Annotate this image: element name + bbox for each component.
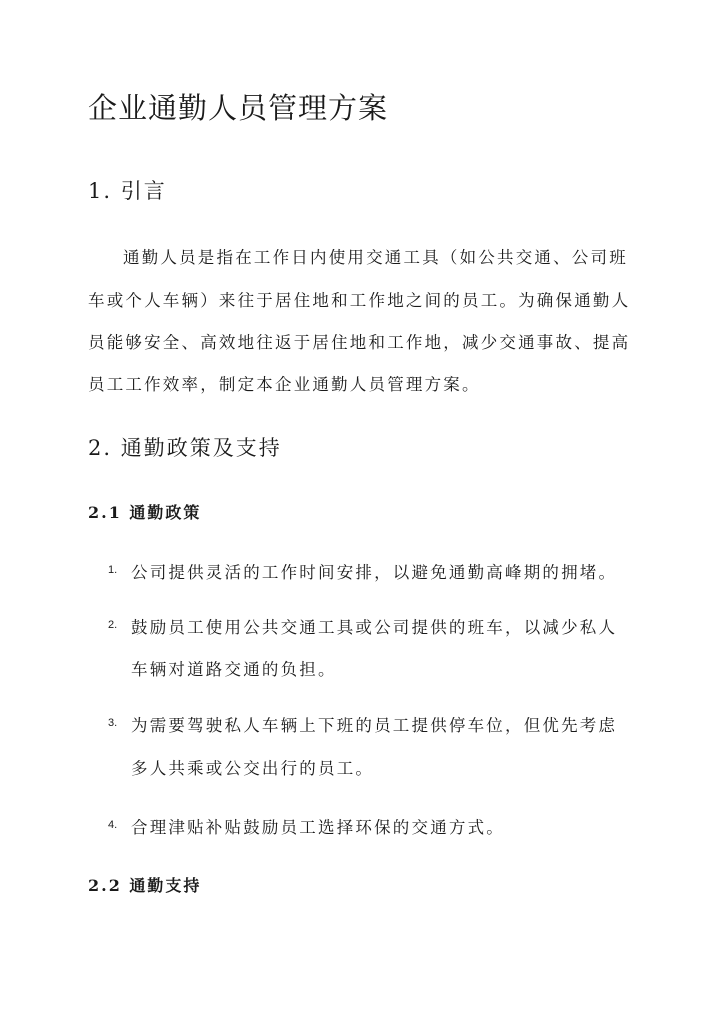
list-number: 2. xyxy=(108,619,118,631)
list-item-line: 车辆对道路交通的负担。 xyxy=(131,660,337,679)
paragraph-line: 员能够安全、高效地往返于居住地和工作地，减少交通事故、提高 xyxy=(88,333,631,352)
list-item-line: 合理津贴补贴鼓励员工选择环保的交通方式。 xyxy=(131,818,505,837)
document-title: 企业通勤人员管理方案 xyxy=(88,91,389,125)
list-item-line: 为需要驾驶私人车辆上下班的员工提供停车位，但优先考虑 xyxy=(131,716,618,735)
list-item-line: 多人共乘或公交出行的员工。 xyxy=(131,759,375,778)
section-heading-intro: 1. 引言 xyxy=(88,179,167,203)
list-number: 3. xyxy=(108,717,118,729)
section-heading-policy: 2. 通勤政策及支持 xyxy=(88,436,282,460)
list-item-line: 鼓励员工使用公共交通工具或公司提供的班车，以减少私人 xyxy=(131,618,618,637)
paragraph-line: 通勤人员是指在工作日内使用交通工具（如公共交通、公司班 xyxy=(123,248,628,267)
paragraph-line: 员工工作效率，制定本企业通勤人员管理方案。 xyxy=(88,375,481,394)
list-item-line: 公司提供灵活的工作时间安排，以避免通勤高峰期的拥堵。 xyxy=(131,563,618,582)
list-number: 4. xyxy=(108,819,118,831)
paragraph-line: 车或个人车辆）来往于居住地和工作地之间的员工。为确保通勤人 xyxy=(88,291,631,310)
subsection-heading-support: 2.2 通勤支持 xyxy=(88,876,202,895)
subsection-heading-policy: 2.1 通勤政策 xyxy=(88,503,202,522)
list-number: 1. xyxy=(108,564,118,576)
